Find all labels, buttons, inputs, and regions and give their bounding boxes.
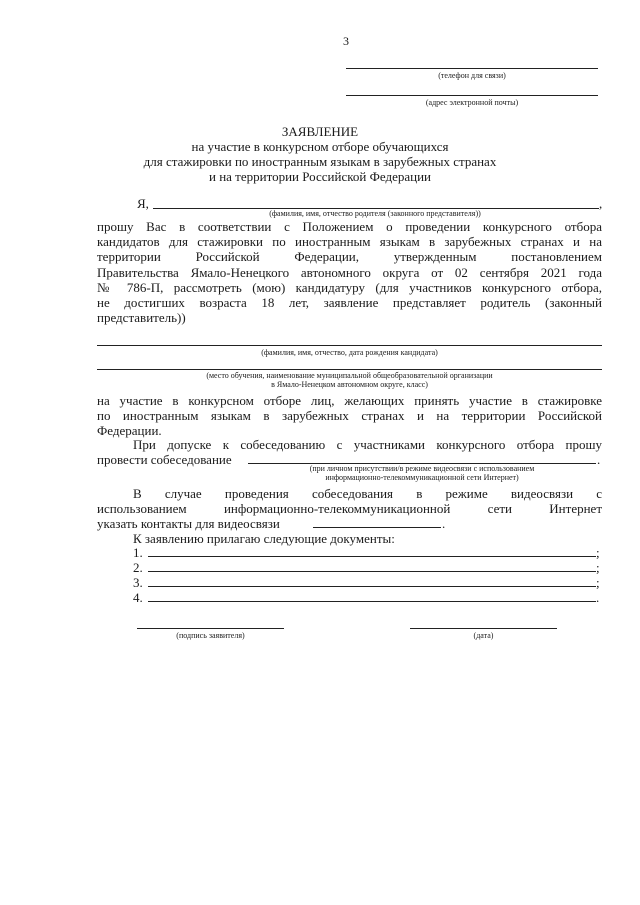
participation-paragraph [97,393,602,439]
title-line-1: на участие в конкурсном отборе обучающихся [191,139,449,154]
candidate-field-line[interactable] [97,345,602,346]
school-field-line[interactable] [97,369,602,370]
doc-item-end: ; [596,560,600,575]
date-caption: (дата) [473,631,494,640]
candidate-caption: (фамилия, имя, отчество, дата рождения кандидата) [261,348,438,357]
school-caption-1: (место обучения, наименование муниципальной общеобразовательной организации [206,371,493,380]
text-line: территории Российской Федерации, утвержденным постановлением [97,249,602,265]
interview-line-2: провести собеседование [97,452,232,467]
video-line-3: указать контакты для видеосвязи [97,516,280,531]
signature-caption: (подпись заявителя) [176,631,245,640]
title-line-2: для стажировки по иностранным языкам в зарубежных странах [143,154,497,169]
text-line: № 786-П, рассмотреть (мою) кандидатуру (для участников конкурсного отбора, [97,279,602,295]
video-contacts-field-line[interactable] [313,527,441,528]
doc-item-end: ; [596,545,600,560]
applicant-suffix: , [599,196,603,211]
text-line: кандидатов для стажировки по иностранным языкам в зарубежных странах и на [97,234,602,250]
interview-line-1: При допуске к собеседованию с участниками конкурсного отбора прошу [133,437,602,452]
video-end: . [442,516,446,531]
phone-caption: (телефон для связи) [438,71,506,80]
email-caption: (адрес электронной почты) [425,98,519,107]
text-line: по иностранным языкам в зарубежных странах и на территории Российской [97,408,602,424]
doc-item-2-field-line[interactable] [148,571,596,572]
video-line-2: использованием информационно-телекоммуникационной сети Интернет [97,501,602,516]
applicant-prefix: Я, [137,196,149,211]
documents-intro: К заявлению прилагаю следующие документы: [133,531,395,546]
doc-item-number: 3. [133,575,143,590]
interview-caption-2: информационно-телекоммуникационной сети Интернет) [325,473,519,482]
date-field-line[interactable] [410,628,557,629]
doc-item-end: . [596,590,600,605]
text-line: представитель)) [97,310,186,326]
request-paragraph [97,219,602,325]
page-number: 3 [343,34,349,48]
doc-item-end: ; [596,575,600,590]
video-line-1: В случае проведения собеседования в режиме видеосвязи с [133,486,602,501]
document-heading: ЗАЯВЛЕНИЕ [281,124,359,139]
email-field-line[interactable] [346,95,598,96]
title-line-3: и на территории Российской Федерации [209,169,431,184]
interview-end: . [597,452,601,467]
doc-item-4-field-line[interactable] [148,601,596,602]
text-line: не достигших возраста 18 лет, заявление представляет родитель (законный [97,295,602,311]
doc-item-number: 4. [133,590,143,605]
text-line: прошу Вас в соответствии с Положением о проведении конкурсного отбора [97,219,602,234]
signature-field-line[interactable] [137,628,284,629]
applicant-caption: (фамилия, имя, отчество родителя (законного представителя)) [269,209,481,218]
school-caption-2: в Ямало-Ненецком автономном округе, класс) [271,380,428,389]
text-line: Федерации. [97,423,162,439]
doc-item-number: 2. [133,560,143,575]
doc-item-3-field-line[interactable] [148,586,596,587]
doc-item-1-field-line[interactable] [148,556,596,557]
text-line: на участие в конкурсном отборе лиц, желающих принять участие в стажировке [97,393,602,408]
doc-item-number: 1. [133,545,143,560]
phone-field-line[interactable] [346,68,598,69]
text-line: Правительства Ямало-Ненецкого автономного округа от 02 сентября 2021 года [97,264,602,280]
interview-caption-1: (при личном присутствии/в режиме видеосвязи с использованием [309,464,535,473]
